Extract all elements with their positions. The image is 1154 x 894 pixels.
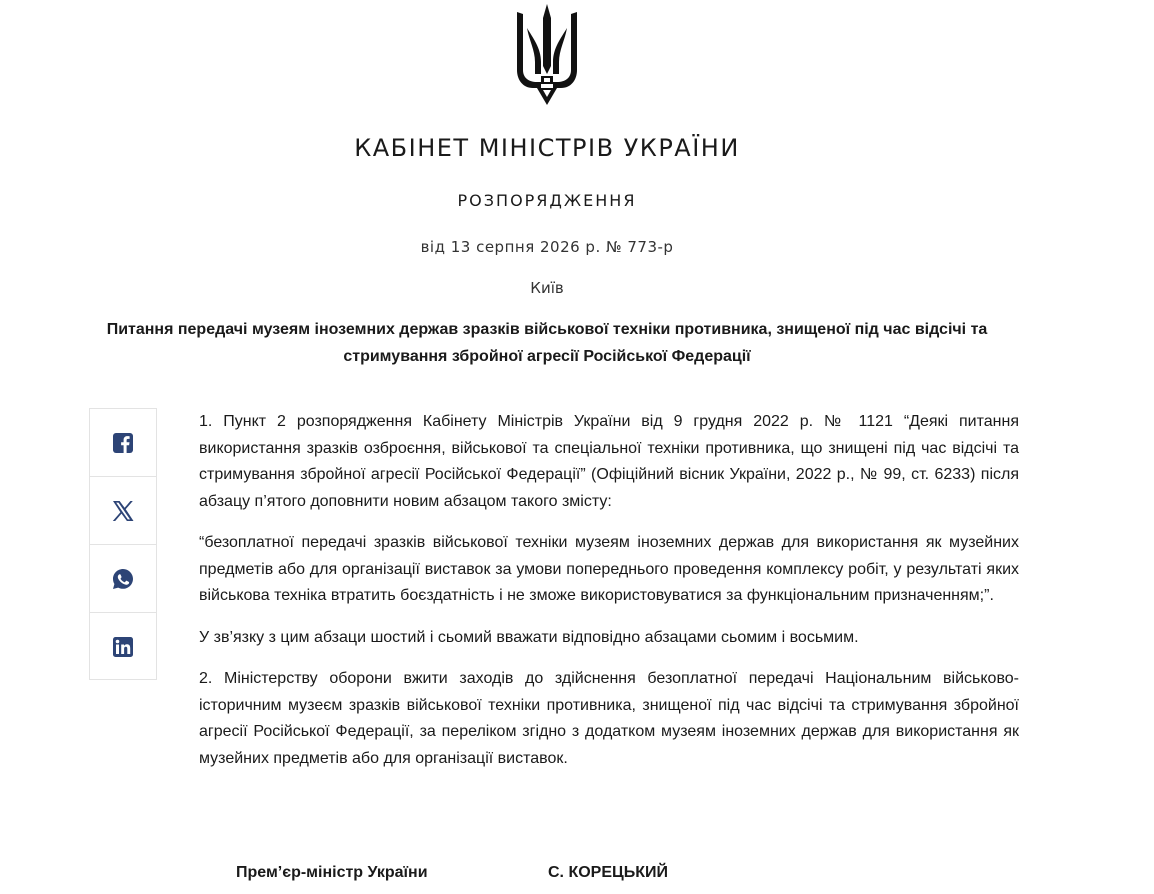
share-facebook-button[interactable] (90, 409, 156, 477)
facebook-icon (113, 433, 133, 453)
share-whatsapp-button[interactable] (90, 545, 156, 613)
signature-name: С. КОРЕЦЬКИЙ (548, 864, 668, 881)
paragraph-3: У зв’язку з цим абзаци шостий і сьомий вважати відповідно абзацами сьомим і восьмим. (199, 628, 859, 646)
document-date-number: від 13 серпня 2026 р. № 773-р (420, 238, 674, 256)
document-type: РОЗПОРЯДЖЕННЯ (457, 191, 637, 210)
coat-of-arms-icon (515, 4, 579, 105)
page-title: КАБІНЕТ МІНІСТРІВ УКРАЇНИ (354, 134, 740, 162)
document-city: Київ (530, 279, 564, 297)
share-linkedin-button[interactable] (90, 613, 156, 681)
signature-position: Прем’єр-міністр України (236, 864, 428, 881)
paragraph-4: 2. Міністерству оборони вжити заходів до здійснення безоплатної передачі Національним військово-історичним музеєм зразків військової техніки противника, знищеної під час відсічі та стримування збройної агресії Російської Федерації, за переліком згідно з додатком музеям іноземних держав для використання як музейних предметів або для організації виставок. (199, 670, 1019, 767)
document-body (199, 409, 1019, 787)
x-icon (112, 501, 134, 521)
document-subject: Питання передачі музеям іноземних держав зразків військової техніки противника, знищеної під час відсічі та стримування збройної агресії Російської Федерації (106, 321, 988, 365)
paragraph-2: “безоплатної передачі зразків військової техніки музеям іноземних держав для використання як музейних предметів або для організації виставок за умови попереднього проведення комплексу робіт, у результаті яких військова техніка втратить боєздатність і не зможе використовуватися за функціональним призначенням;”. (199, 534, 1019, 604)
paragraph-1: 1. Пункт 2 розпорядження Кабінету Міністрів України від 9 грудня 2022 р. № 1121 “Деякі питання використання зразків озброєння, військової та спеціальної техніки противника, що знищені під час відсічі та стримування збройної агресії Російської Федерації” (Офіційний вісник України, 2022 р., № 99, ст. 6233) після абзацу п’ятого доповнити новим абзацом такого змісту: (199, 413, 1019, 510)
whatsapp-icon (112, 568, 134, 590)
share-x-button[interactable] (90, 477, 156, 545)
linkedin-icon (113, 637, 133, 657)
share-bar (89, 408, 157, 680)
